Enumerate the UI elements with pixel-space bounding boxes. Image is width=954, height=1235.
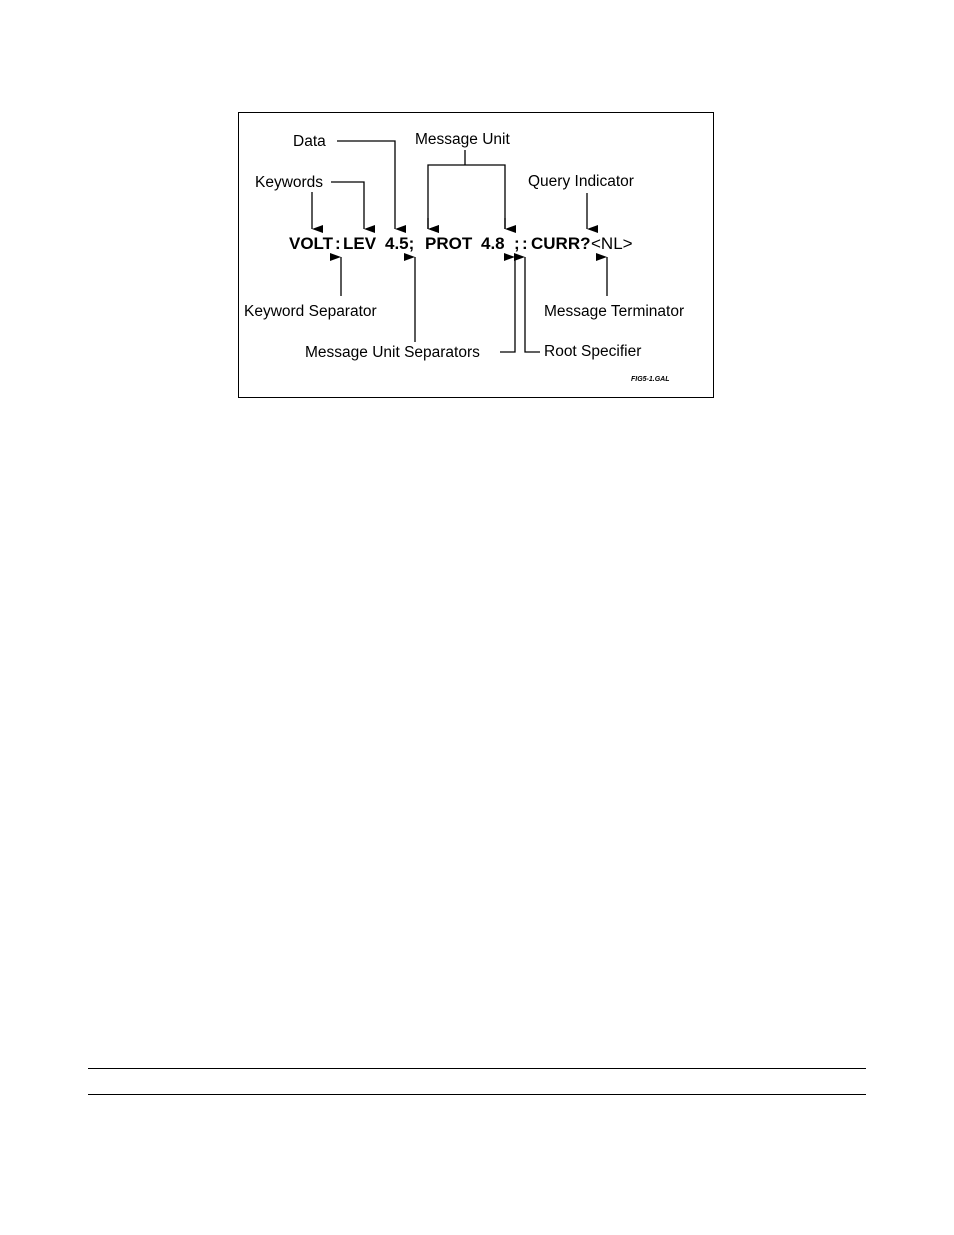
arrow-data	[337, 141, 395, 229]
figure-reference-code: FIG5-1.GAL	[631, 376, 670, 383]
cmd-value-4-8: 4.8	[481, 234, 505, 253]
cmd-colon: :	[335, 234, 341, 253]
label-message-unit-separators: Message Unit Separators	[305, 344, 480, 361]
label-message-terminator: Message Terminator	[544, 303, 685, 320]
cmd-terminator: <NL>	[591, 234, 633, 253]
cmd-curr-query: CURR?	[531, 234, 591, 253]
label-data: Data	[293, 133, 326, 150]
cmd-semicolon: ;	[514, 234, 520, 253]
footer-rule-bottom	[88, 1094, 866, 1095]
footer-rule-top	[88, 1068, 866, 1069]
arrow-keywords-right	[331, 182, 364, 229]
label-keyword-separator: Keyword Separator	[244, 303, 377, 320]
arrow-separator-second	[500, 257, 515, 352]
label-query-indicator: Query Indicator	[528, 173, 634, 190]
cmd-lev: LEV	[343, 234, 377, 253]
cmd-value-4-5: 4.5;	[385, 234, 415, 253]
label-root-specifier: Root Specifier	[544, 343, 642, 360]
label-keywords: Keywords	[255, 174, 324, 191]
cmd-volt: VOLT	[289, 234, 334, 253]
cmd-prot: PROT	[425, 234, 473, 253]
cmd-root-colon: :	[522, 234, 528, 253]
bracket-message-unit	[428, 165, 505, 229]
scpi-message-diagram	[0, 0, 954, 420]
label-message-unit: Message Unit	[415, 131, 510, 148]
arrow-root-specifier	[525, 257, 540, 352]
